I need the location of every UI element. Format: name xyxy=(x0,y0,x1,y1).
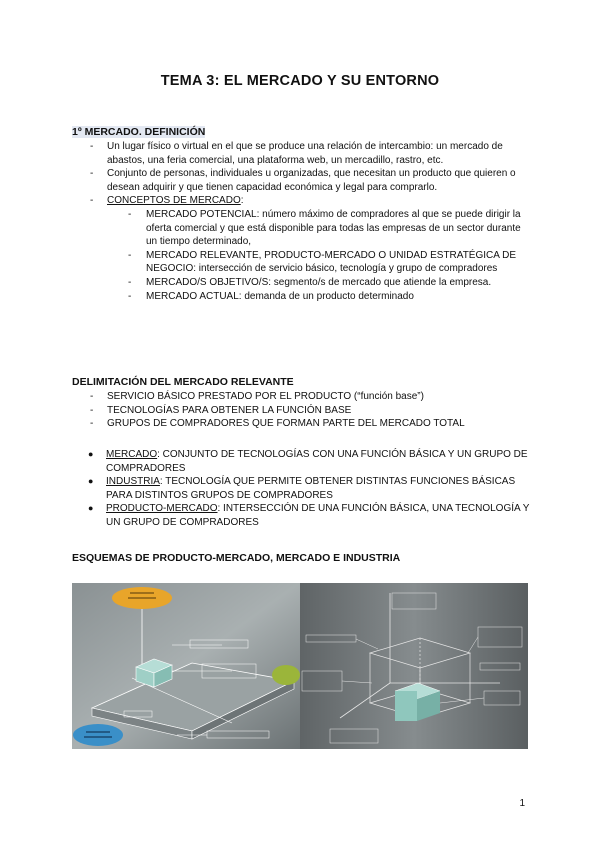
bullet-item-mercado: ● MERCADO: CONJUNTO DE TECNOLOGÍAS CON UNA FUNCIÓN BÁSICA Y UN GRUPO DE COMPRADORES xyxy=(88,449,528,474)
list-item: - TECNOLOGÍAS PARA OBTENER LA FUNCIÓN BASE xyxy=(90,404,352,416)
concept-item: - MERCADO/S OBJETIVO/S: segmento/s de mercado que atiende la empresa. xyxy=(128,276,492,288)
list-item: - GRUPOS DE COMPRADORES QUE FORMAN PARTE DEL MERCADO TOTAL xyxy=(90,418,465,430)
definition-list xyxy=(72,140,532,303)
section-heading-text: 1º MERCADO. DEFINICIÓN xyxy=(72,126,206,138)
list-item: - Conjunto de personas, individuales u organizadas, que necesitan un producto que quieren o desean adquirir y que tienen capacidad económica y legal para comprarlo. xyxy=(90,168,516,193)
page-number: 1 xyxy=(519,798,525,809)
page-title: TEMA 3: EL MERCADO Y SU ENTORNO xyxy=(160,73,440,89)
bullet-item-producto-mercado: ● PRODUCTO-MERCADO: INTERSECCIÓN DE UNA FUNCIÓN BÁSICA, UNA TECNOLOGÍA Y UN GRUPO DE COMPRADORES xyxy=(88,503,530,528)
producto-mercado-diagram-image xyxy=(72,583,300,749)
delimitation-list xyxy=(72,390,532,431)
list-item: - SERVICIO BÁSICO PRESTADO POR EL PRODUCTO (“función base”) xyxy=(90,391,424,402)
concept-item: - MERCADO POTENCIAL: número máximo de compradores al que se puede dirigir la oferta comercial y que está disponible para todas las empresas de un sector durante un tiempo determinado, xyxy=(128,208,521,248)
concepts-label: CONCEPTOS DE MERCADO xyxy=(107,195,241,207)
section-heading-mercado xyxy=(72,126,205,138)
concept-item: - MERCADO ACTUAL: demanda de un producto determinado xyxy=(128,290,414,302)
definitions-bullet-list xyxy=(72,448,532,530)
concepts-list xyxy=(72,208,532,303)
section-heading-esquemas: ESQUEMAS DE PRODUCTO-MERCADO, MERCADO E INDUSTRIA xyxy=(72,552,401,564)
list-item-concepts: - CONCEPTOS DE MERCADO: xyxy=(90,195,244,207)
bullet-item-industria: ● INDUSTRIA: TECNOLOGÍA QUE PERMITE OBTENER DISTINTAS FUNCIONES BÁSICAS PARA DISTINTOS GRUPOS DE COMPRADORES xyxy=(88,476,516,501)
list-item: - Un lugar físico o virtual en el que se produce una relación de intercambio: un mercado de abastos, una feria comercial, una plataforma web, un mercadillo, rastro, etc. xyxy=(90,141,503,166)
section-heading-delimitacion: DELIMITACIÓN DEL MERCADO RELEVANTE xyxy=(72,376,294,388)
mercado-industria-diagram-image xyxy=(300,583,528,749)
concept-item: - MERCADO RELEVANTE, PRODUCTO-MERCADO O UNIDAD ESTRATÉGICA DE NEGOCIO: intersección de servicio básico, tecnología y grupo de compradores xyxy=(128,249,517,275)
